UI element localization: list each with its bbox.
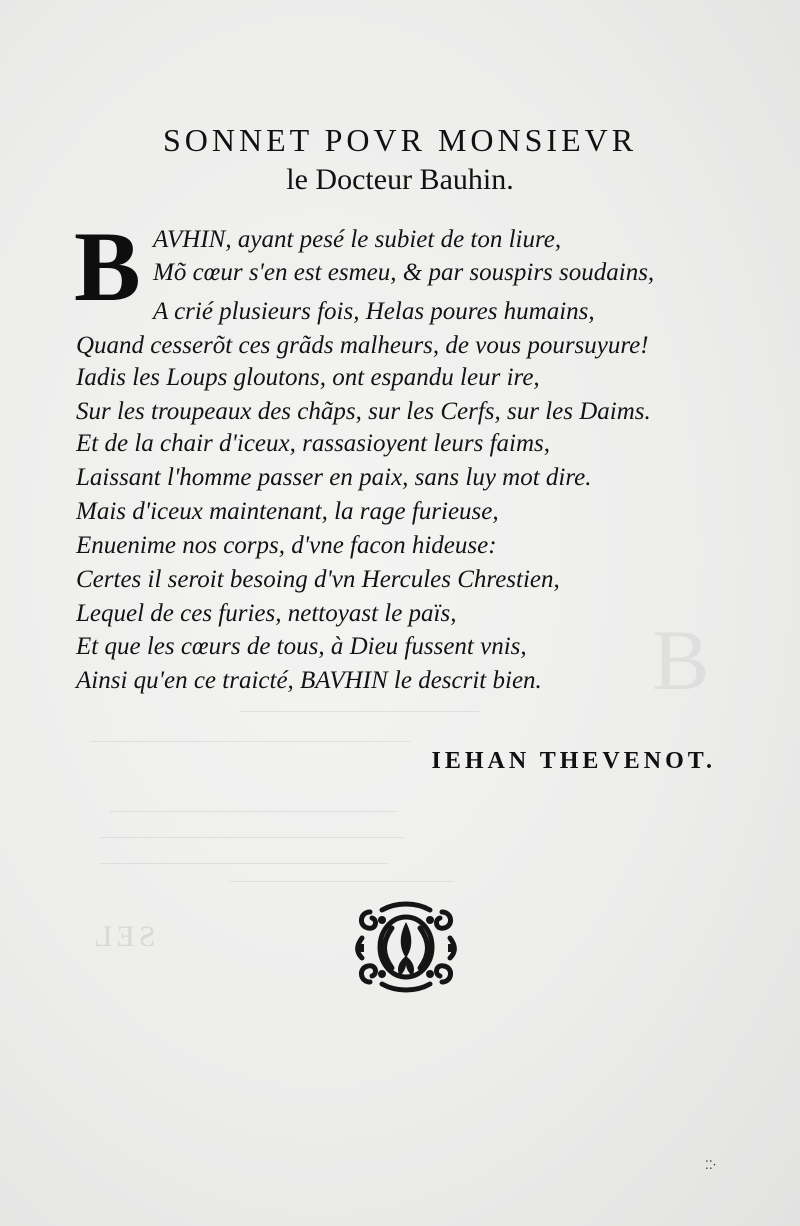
poem-line: Iadis les Loups gloutons, ont espandu leur ire, [76, 364, 540, 391]
poem-line: Lequel de ces furies, nettoyast le païs, [76, 600, 457, 627]
show-through-line: —————————————— [230, 870, 455, 890]
show-through-line: —————————————————— [100, 852, 389, 872]
show-through-line: ——————————————— [240, 700, 481, 720]
poem-line: Sur les troupeaux des chãps, sur les Cerfs, sur les Daims. [76, 398, 651, 425]
ink-specks: ⁚⁚· [705, 1158, 717, 1172]
poem-line: Laissant l'homme passer en paix, sans luy mot dire. [76, 464, 592, 491]
poem-line: Quand cesserõt ces grãds malheurs, de vous poursuyure! [76, 332, 649, 359]
poem-line: Mais d'iceux maintenant, la rage furieuse, [76, 498, 499, 525]
author-signature: IEHAN THEVENOT. [431, 748, 716, 774]
show-through-line: ———————————————————— [90, 730, 411, 750]
poem-line: Et que les cœurs de tous, à Dieu fussent vnis, [76, 633, 527, 660]
poem-line: AVHIN, ayant pesé le subiet de ton liure, [153, 226, 562, 253]
poem-line: A crié plusieurs fois, Helas poures humains, [153, 298, 595, 325]
poem-line: Enuenime nos corps, d'vne facon hideuse: [76, 532, 497, 559]
poem-line: Mõ cœur s'en est esmeu, & par souspirs soudains, [153, 259, 655, 286]
poem-line: Certes il seroit besoing d'vn Hercules Chrestien, [76, 566, 560, 593]
poem-line: Et de la chair d'iceux, rassasioyent leurs faims, [76, 430, 551, 457]
show-through-line: —————————————————— [110, 800, 399, 820]
show-through-line: ——————————————————— [100, 826, 405, 846]
drop-cap: B [74, 211, 141, 322]
fleuron-ornament-icon [352, 898, 460, 996]
show-through-letter: B [652, 612, 710, 708]
sonnet-title: SONNET POVR MONSIEVR [162, 122, 638, 158]
show-through-catchword: SEL [90, 920, 156, 953]
poem-line: Ainsi qu'en ce traicté, BAVHIN le descrit bien. [76, 667, 542, 694]
sonnet-subtitle: le Docteur Bauhin. [286, 163, 514, 196]
